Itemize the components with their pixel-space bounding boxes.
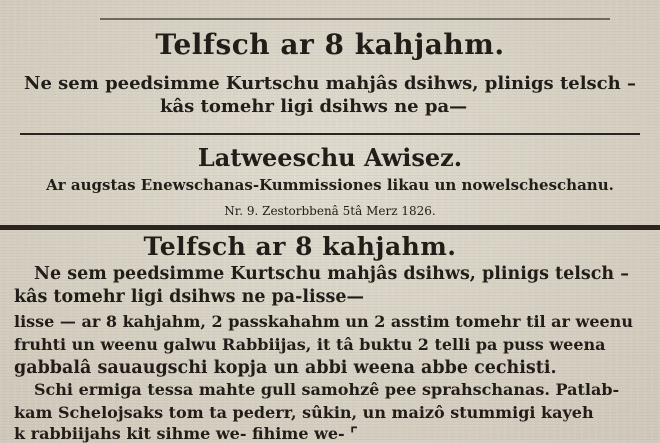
article-line: lisse — ar 8 kahjahm, 2 passkahahm un 2 asstim tomehr til ar weenu — [14, 312, 633, 331]
article-line: kâs tomehr ligi dsihws ne pa-lisse— — [14, 287, 365, 307]
thick-rule — [0, 225, 660, 230]
article-line: kam Schelojsaks tom ta pederr, sûkin, un maizô stummigi kayeh — [14, 403, 594, 422]
top-rule — [100, 18, 610, 20]
top-title: Telfsch ar 8 kahjahm. — [155, 28, 505, 61]
top-line-1: Ne sem peedsimme Kurtschu mahjâs dsihws, plinigs telsch – — [24, 73, 636, 94]
article-line: fruhti un weenu galwu Rabbiijas, it tâ buktu 2 telli pa puss weena — [14, 335, 606, 354]
masthead-tagline: Ar augstas Enewschanas-Kummissiones likau un nowelscheschanu. — [46, 176, 614, 194]
article-line: Schi ermiga tessa mahte gull samohzê pee sprahschanas. Patlab- — [34, 380, 620, 399]
issue-line: Nr. 9. Zestorbbenâ 5tâ Merz 1826. — [224, 204, 436, 218]
top-line-2: kâs tomehr ligi dsihws ne pa— — [160, 96, 468, 117]
masthead-rule — [20, 133, 640, 135]
article-line: Ne sem peedsimme Kurtschu mahjâs dsihws, plinigs telsch – — [34, 264, 629, 284]
article-line: k rabbiijahs kit sihme we- fihime we- ⌜ — [14, 424, 358, 443]
article-line: gabbalâ sauaugschi kopja un abbi weena abbe cechisti. — [14, 358, 557, 378]
article-title: Telfsch ar 8 kahjahm. — [143, 232, 457, 261]
masthead-name: Latweeschu Awisez. — [197, 143, 463, 172]
